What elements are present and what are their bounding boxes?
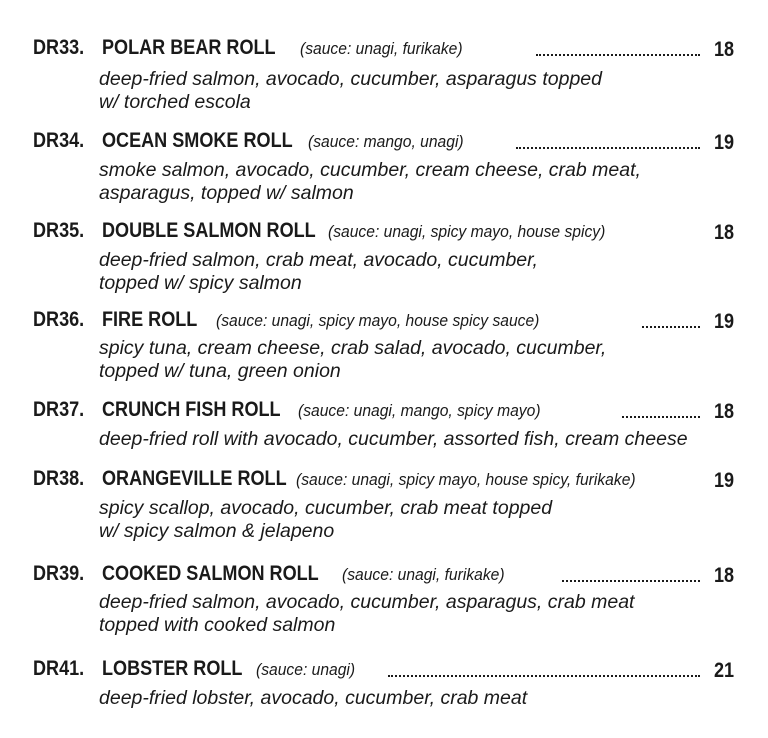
menu-item-header: [0, 467, 768, 497]
item-name: COOKED SALMON ROLL: [102, 562, 319, 585]
item-sauce: (sauce: unagi, mango, spicy mayo): [298, 401, 541, 420]
item-description: deep-fried roll with avocado, cucumber, assorted fish, cream cheese: [99, 428, 688, 450]
item-price: 18: [714, 221, 735, 244]
item-sauce: (sauce: unagi, furikake): [342, 565, 505, 584]
item-name: LOBSTER ROLL: [102, 657, 243, 680]
item-description: deep-fried salmon, crab meat, avocado, cucumber, topped w/ spicy salmon: [99, 249, 538, 294]
item-description: deep-fried salmon, avocado, cucumber, asparagus topped w/ torched escola: [99, 68, 602, 113]
item-code: DR36.: [33, 308, 85, 331]
menu-item-header: [0, 219, 768, 249]
dot-leader: [388, 651, 700, 677]
item-description: spicy scallop, avocado, cucumber, crab meat topped w/ spicy salmon & jelapeno: [99, 497, 553, 542]
item-price: 19: [714, 469, 735, 492]
item-sauce: (sauce: unagi, furikake): [300, 39, 463, 58]
item-name: OCEAN SMOKE ROLL: [102, 129, 293, 152]
item-code: DR39.: [33, 562, 85, 585]
item-price: 21: [714, 659, 735, 682]
dot-leader: [536, 30, 700, 56]
item-description: spicy tuna, cream cheese, crab salad, avocado, cucumber, topped w/ tuna, green onion: [99, 337, 607, 382]
item-price: 19: [714, 131, 735, 154]
item-name: ORANGEVILLE ROLL: [102, 467, 287, 490]
item-code: DR38.: [33, 467, 85, 490]
dot-leader: [642, 302, 700, 328]
item-name: POLAR BEAR ROLL: [102, 36, 276, 59]
dot-leader: [516, 123, 700, 149]
item-sauce: (sauce: unagi, spicy mayo, house spicy): [328, 222, 606, 241]
item-code: DR35.: [33, 219, 85, 242]
dot-leader: [622, 392, 700, 418]
item-price: 18: [714, 38, 735, 61]
item-price: 18: [714, 400, 735, 423]
item-sauce: (sauce: mango, unagi): [308, 132, 464, 151]
item-code: DR34.: [33, 129, 85, 152]
item-code: DR37.: [33, 398, 85, 421]
item-price: 18: [714, 564, 735, 587]
item-price: 19: [714, 310, 735, 333]
menu-item-header: [0, 562, 768, 592]
menu-item-header: [0, 308, 768, 338]
item-sauce: (sauce: unagi): [256, 660, 356, 679]
item-code: DR33.: [33, 36, 85, 59]
item-name: DOUBLE SALMON ROLL: [102, 219, 316, 242]
item-name: CRUNCH FISH ROLL: [102, 398, 281, 421]
dot-leader: [562, 556, 700, 582]
item-sauce: (sauce: unagi, spicy mayo, house spicy, furikake): [296, 470, 636, 489]
menu-item-header: [0, 398, 768, 428]
item-description: deep-fried lobster, avocado, cucumber, crab meat: [99, 687, 528, 709]
item-description: smoke salmon, avocado, cucumber, cream cheese, crab meat, asparagus, topped w/ salmon: [99, 159, 641, 204]
menu-item-header: [0, 657, 768, 687]
menu-item-header: [0, 36, 768, 66]
item-name: FIRE ROLL: [102, 308, 198, 331]
item-description: deep-fried salmon, avocado, cucumber, asparagus, crab meat topped with cooked salmon: [99, 591, 635, 636]
item-code: DR41.: [33, 657, 85, 680]
item-sauce: (sauce: unagi, spicy mayo, house spicy sauce): [216, 311, 540, 330]
menu-item-header: [0, 129, 768, 159]
